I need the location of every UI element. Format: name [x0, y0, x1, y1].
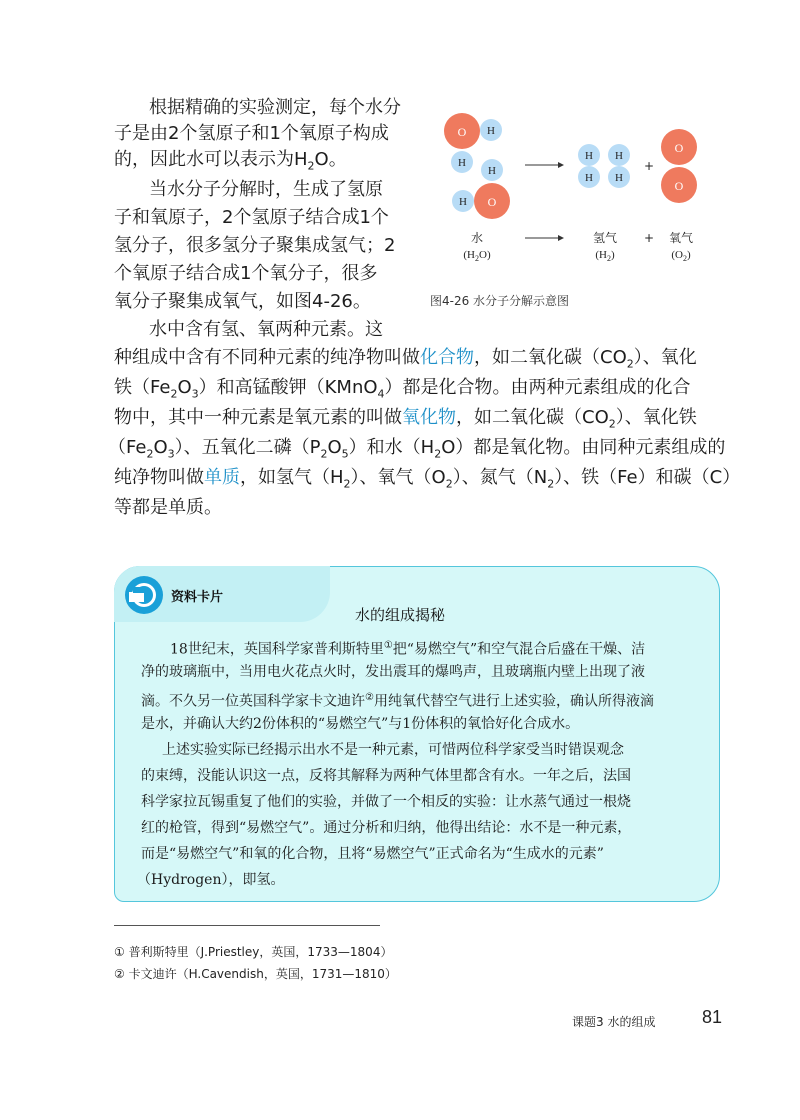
- footnote-ref: ②: [365, 692, 374, 703]
- subscript: 3: [167, 447, 175, 461]
- card-line: [141, 688, 654, 712]
- text-line: 氧分子聚集成氧气，如图4-26。: [114, 291, 371, 312]
- text-line: 子和氧原子，2个氢原子结合成1个: [114, 207, 389, 228]
- water-decomposition-figure: [430, 108, 720, 308]
- label-water-formula: $(H_2O)$: [463, 249, 491, 263]
- term-compound: 化合物: [420, 347, 474, 368]
- text-span: ）、氧化: [633, 347, 697, 368]
- text-line: 水中含有氢、氧两种元素。这: [149, 319, 383, 340]
- card-line: （Hydrogen），即氢。: [137, 872, 285, 888]
- label-oxygen: 氧气: [668, 231, 694, 245]
- text-span: 用纯氧代替空气进行上述实验，确认所得液滴: [373, 693, 654, 710]
- label-water: 水: [470, 231, 484, 245]
- text-span: ）、氧化铁: [615, 407, 697, 428]
- text-line: [114, 466, 740, 490]
- text-span: ，如二氧化碳（CO: [456, 407, 609, 428]
- text-span: （Fe: [108, 437, 147, 458]
- text-line: [114, 346, 697, 370]
- info-card-label: 资料卡片: [171, 590, 224, 605]
- card-line: 红的枪管，得到“易燃空气”。通过分析和归纳，他得出结论：水不是一种元素，: [141, 820, 632, 836]
- atom-label: H: [487, 125, 495, 137]
- text-line: 根据精确的实验测定，每个水分: [149, 97, 401, 118]
- atom-label: O: [487, 195, 497, 209]
- plus-sign: +: [643, 159, 655, 173]
- subscript: 2: [434, 447, 442, 461]
- card-line: 的束缚，没能认识这一点，反将其解释为两种气体里都含有水。一年之后，法国: [141, 768, 631, 784]
- text-span: ）都是化合物。由两种元素组成的化合: [384, 377, 691, 398]
- lesson-title: 课题3 水的组成: [572, 1015, 656, 1029]
- subscript: 2: [547, 477, 555, 491]
- label-oxygen-formula: $(O_2)$: [671, 249, 691, 263]
- card-line: 净的玻璃瓶中，当用电火花点火时，发出震耳的爆鸣声，且玻璃瓶内壁上出现了液: [141, 664, 645, 680]
- text-span: O。: [314, 149, 347, 170]
- text-line: 当水分子分解时，生成了氢原: [149, 179, 383, 200]
- card-line: 是水，并确认大约2份体积的“易燃空气”与1份体积的氧恰好化合成水。: [141, 716, 580, 732]
- subscript: 2: [307, 159, 315, 173]
- text-span: O）都是氧化物。由同种元素组成的: [441, 437, 726, 458]
- text-span: ）、铁（Fe）和碳（C）: [554, 467, 741, 488]
- text-span: 物中，其中一种元素是氧元素的叫做: [114, 407, 402, 428]
- text-span: ）、五氧化二磷（P: [174, 437, 321, 458]
- label-hydrogen-formula: $(H_2)$: [595, 249, 615, 263]
- oxygen-molecule: [661, 129, 697, 203]
- atom-label: H: [458, 157, 466, 169]
- text-span: 的，因此水可以表示为H: [114, 149, 308, 170]
- subscript: 2: [608, 417, 616, 431]
- text-line: 个氧原子结合成1个氧分子，很多: [114, 263, 378, 284]
- card-line: [170, 636, 645, 660]
- text-span: O: [153, 437, 168, 458]
- plus-sign: +: [643, 231, 655, 245]
- text-span: ，如二氧化碳（CO: [474, 347, 627, 368]
- subscript: 2: [146, 447, 154, 461]
- card-line: 而是“易燃空气”和氧的化合物，且将“易燃空气”正式命名为“生成水的元素”: [141, 846, 604, 862]
- atom-label: H: [459, 196, 467, 208]
- term-oxide: 氧化物: [402, 407, 456, 428]
- term-element: 单质: [204, 467, 240, 488]
- card-line: 科学家拉瓦锡重复了他们的实验，并做了一个相反的实验：让水蒸气通过一根烧: [141, 794, 631, 810]
- text-line: 等都是单质。: [114, 497, 222, 518]
- hydrogen-molecule: [578, 144, 600, 188]
- text-line: [114, 376, 691, 400]
- arrow-icon: [525, 162, 564, 168]
- subscript: 5: [341, 447, 349, 461]
- text-span: 把“易燃空气”和空气混合后盛在干燥、洁: [392, 641, 646, 658]
- card-line: 上述实验实际已经揭示出水不是一种元素，可惜两位科学家受当时错误观念: [162, 742, 624, 758]
- atom-label: O: [674, 141, 684, 155]
- atom-label: H: [488, 165, 496, 177]
- atom-label: H: [615, 172, 623, 184]
- label-hydrogen: 氢气: [592, 231, 618, 245]
- atom-label: H: [615, 150, 623, 162]
- page-number: 81: [702, 1007, 723, 1027]
- text-span: 滴。不久另一位英国科学家卡文迪许: [141, 693, 365, 710]
- arrow-icon: [525, 235, 564, 241]
- text-span: 18世纪末，英国科学家普利斯特里: [170, 641, 384, 658]
- text-line: 子是由2个氢原子和1个氧原子构成: [114, 123, 389, 144]
- atom-label: O: [674, 179, 684, 193]
- figure-caption: 图4-26 水分子分解示意图: [430, 294, 570, 308]
- text-span: ，如氢气（H: [240, 467, 344, 488]
- subscript: 2: [445, 477, 453, 491]
- footnote: ② 卡文迪许（H.Cavendish，英国，1731—1810）: [114, 967, 397, 981]
- subscript: 2: [320, 447, 328, 461]
- info-card-title: 水的组成揭秘: [354, 606, 445, 624]
- text-span: ）、氮气（N: [452, 467, 548, 488]
- atom-label: H: [585, 150, 593, 162]
- footnote-ref: ①: [383, 640, 393, 651]
- text-line: 氢分子，很多氢分子聚集成氢气；2: [114, 235, 396, 256]
- subscript: 2: [343, 477, 351, 491]
- hydrogen-molecule: [608, 144, 630, 188]
- footnote-divider: [114, 925, 380, 926]
- footnote: ① 普利斯特里（J.Priestley，英国，1733—1804）: [114, 945, 393, 959]
- atom-label: H: [585, 172, 593, 184]
- text-line: [114, 148, 347, 172]
- subscript: 3: [191, 387, 199, 401]
- text-span: ）和水（H: [348, 437, 435, 458]
- subscript: 4: [377, 387, 385, 401]
- text-span: 纯净物叫做: [114, 467, 204, 488]
- atom-label: O: [457, 125, 467, 139]
- text-span: 种组成中含有不同种元素的纯净物叫做: [114, 347, 420, 368]
- text-span: 铁（Fe: [114, 377, 171, 398]
- text-span: ）、氧气（O: [350, 467, 446, 488]
- text-span: ）和高锰酸钾（KMnO: [198, 377, 378, 398]
- text-line: [114, 406, 697, 430]
- subscript: 2: [626, 357, 634, 371]
- text-span: O: [327, 437, 342, 458]
- subscript: 2: [170, 387, 178, 401]
- text-line: [108, 436, 725, 460]
- text-span: O: [177, 377, 192, 398]
